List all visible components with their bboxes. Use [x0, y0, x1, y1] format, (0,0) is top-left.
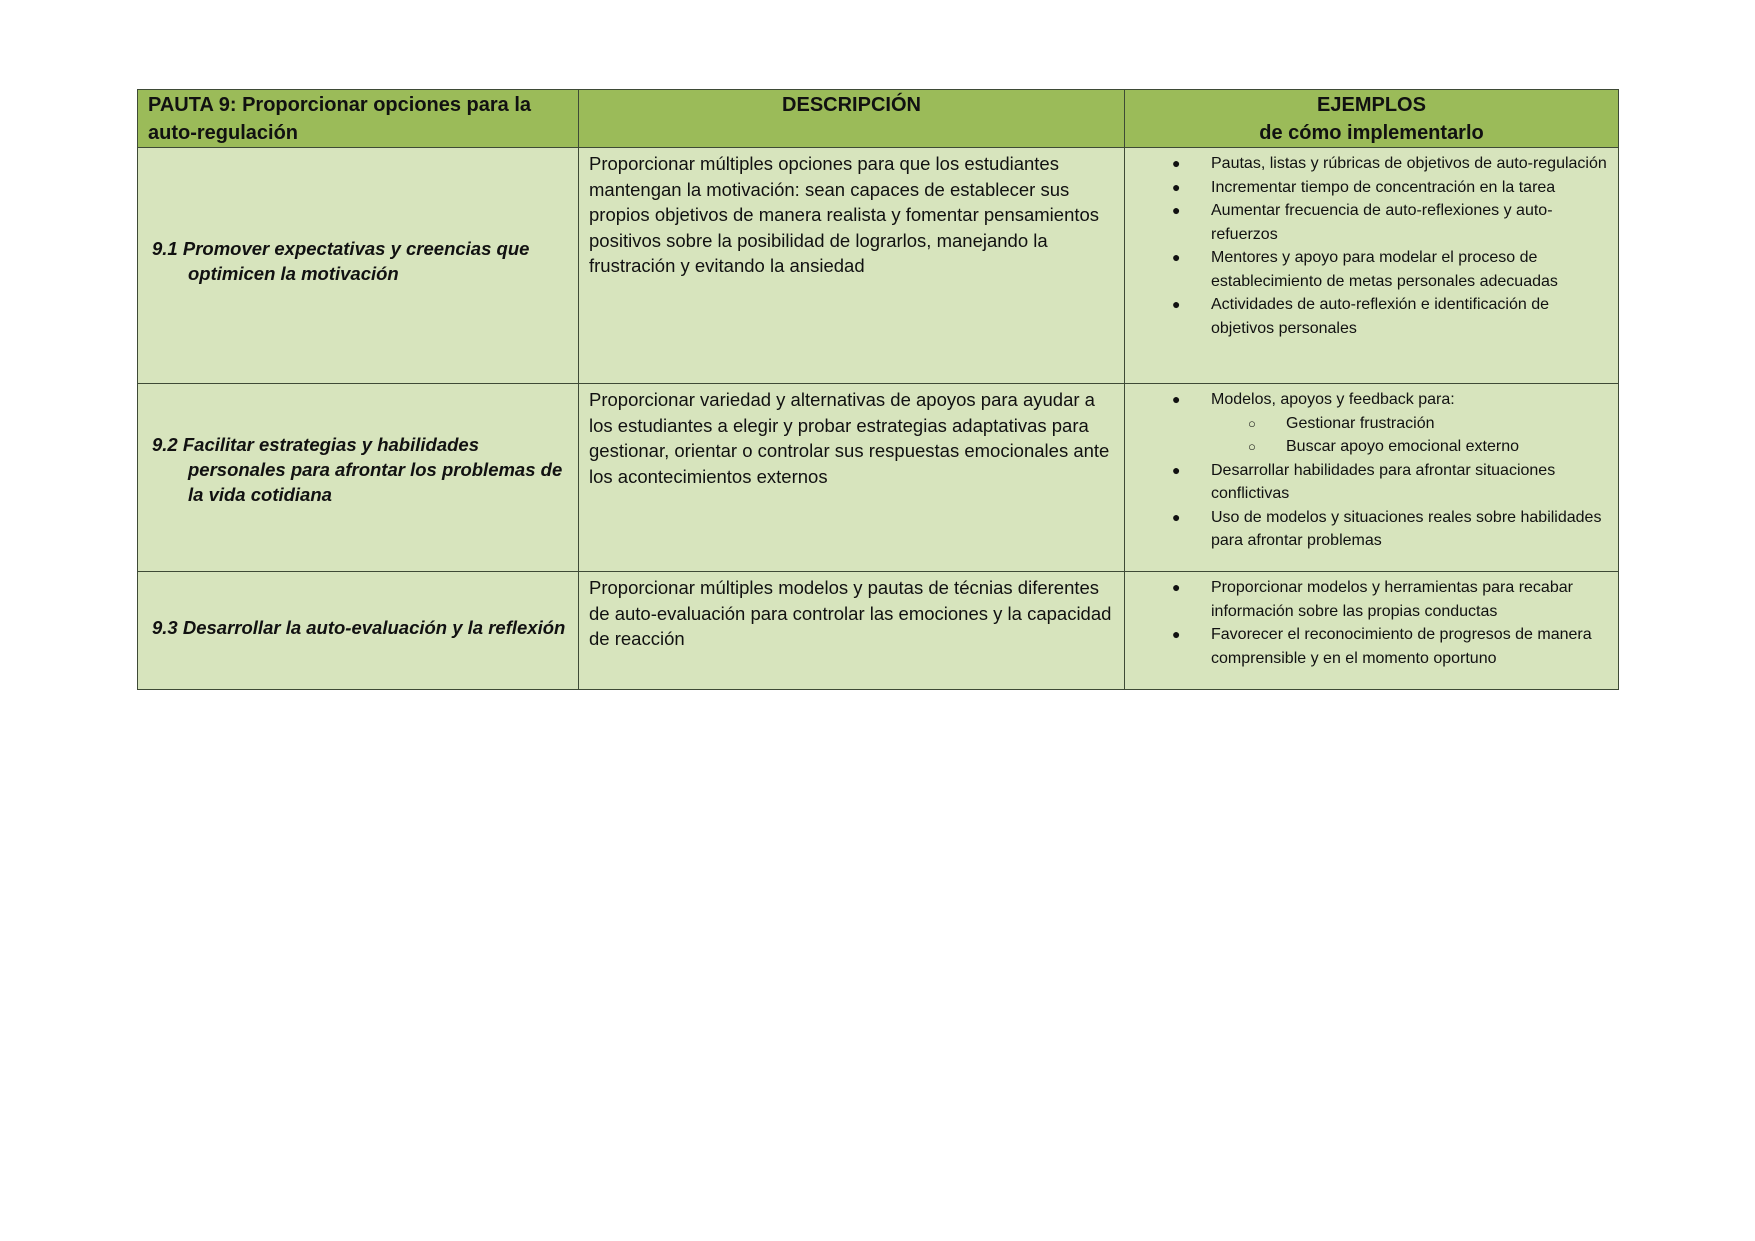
bullet-icon: ● — [1172, 155, 1181, 171]
bullet-icon: ● — [1172, 178, 1181, 195]
header-guideline: PAUTA 9: Proporcionar opciones para la auto-regulación — [138, 90, 579, 148]
list-item: ○ Buscar apoyo emocional externo — [1286, 435, 1610, 459]
description-cell: Proporcionar variedad y alternativas de apoyos para ayudar a los estudiantes a elegir y probar estrategias adaptativas para gestionar, orientar o controlar sus respuestas emocionales ante los acontecimientos externos — [579, 384, 1125, 572]
bullet-icon: ● — [1172, 202, 1181, 218]
list-item: ● Actividades de auto-reflexión e identificación de objetivos personales — [1211, 293, 1610, 340]
header-examples-subtitle: de cómo implementarlo — [1259, 122, 1484, 144]
list-item: ● Aumentar frecuencia de auto-reflexiones y auto-refuerzos — [1211, 199, 1610, 246]
table-header-row — [138, 90, 1619, 148]
list-item: ● Modelos, apoyos y feedback para: ○ Gestionar frustración ○ Buscar apoyo emocional externo — [1211, 388, 1610, 459]
list-item: ● Uso de modelos y situaciones reales sobre habilidades para afrontar problemas — [1211, 506, 1610, 553]
examples-cell — [1125, 384, 1619, 572]
header-examples — [1125, 90, 1619, 148]
list-item: ● Pautas, listas y rúbricas de objetivos de auto-regulación — [1211, 152, 1610, 176]
guideline-text: 9.1 Promover expectativas y creencias que optimicen la motivación — [152, 237, 530, 284]
list-item: ● Mentores y apoyo para modelar el proceso de establecimiento de metas personales adecuadas — [1211, 246, 1610, 293]
table-row — [138, 384, 1619, 572]
list-item: ○ Gestionar frustración — [1286, 412, 1610, 436]
bullet-icon: ● — [1172, 626, 1181, 642]
bullet-icon: ● — [1172, 579, 1181, 595]
circle-bullet-icon: ○ — [1248, 439, 1256, 454]
list-item: ● Proporcionar modelos y herramientas para recabar información sobre las propias conductas — [1211, 576, 1610, 623]
guideline-table — [137, 89, 1619, 690]
examples-list — [1125, 148, 1618, 340]
circle-bullet-icon: ○ — [1248, 415, 1256, 431]
list-item: ● Favorecer el reconocimiento de progresos de manera comprensible y en el momento oportuno — [1211, 623, 1610, 670]
bullet-icon: ● — [1172, 249, 1181, 265]
guideline-text: 9.3 Desarrollar la auto-evaluación y la reflexión — [152, 617, 566, 638]
table-row — [138, 148, 1619, 384]
examples-list — [1125, 384, 1618, 553]
header-description: DESCRIPCIÓN — [579, 90, 1125, 148]
bullet-icon: ● — [1172, 296, 1181, 312]
bullet-icon: ● — [1172, 508, 1181, 525]
table-row — [138, 572, 1619, 690]
description-cell: Proporcionar múltiples opciones para que los estudiantes mantengan la motivación: sean capaces de establecer sus propios objetivos de manera realista y fomentar pensamientos positivos sobre la posibilidad de lograrlos, manejando la frustración y evitando la ansiedad — [579, 148, 1125, 384]
examples-list — [1125, 572, 1618, 670]
description-cell: Proporcionar múltiples modelos y pautas de técnias diferentes de auto-evaluación para controlar las emociones y la capacidad de reacción — [579, 572, 1125, 690]
sub-examples-list — [1211, 412, 1610, 459]
examples-cell — [1125, 572, 1619, 690]
examples-cell — [1125, 148, 1619, 384]
guideline-cell — [138, 572, 579, 690]
list-item: ● Incrementar tiempo de concentración en la tarea — [1211, 176, 1610, 200]
guideline-text: 9.2 Facilitar estrategias y habilidades personales para afrontar los problemas de la vida cotidiana — [152, 434, 563, 505]
guideline-cell — [138, 148, 579, 384]
header-examples-title: EJEMPLOS — [1317, 94, 1426, 116]
bullet-icon: ● — [1172, 461, 1181, 478]
guideline-cell — [138, 384, 579, 572]
bullet-icon: ● — [1172, 391, 1181, 407]
list-item: ● Desarrollar habilidades para afrontar situaciones conflictivas — [1211, 459, 1610, 506]
